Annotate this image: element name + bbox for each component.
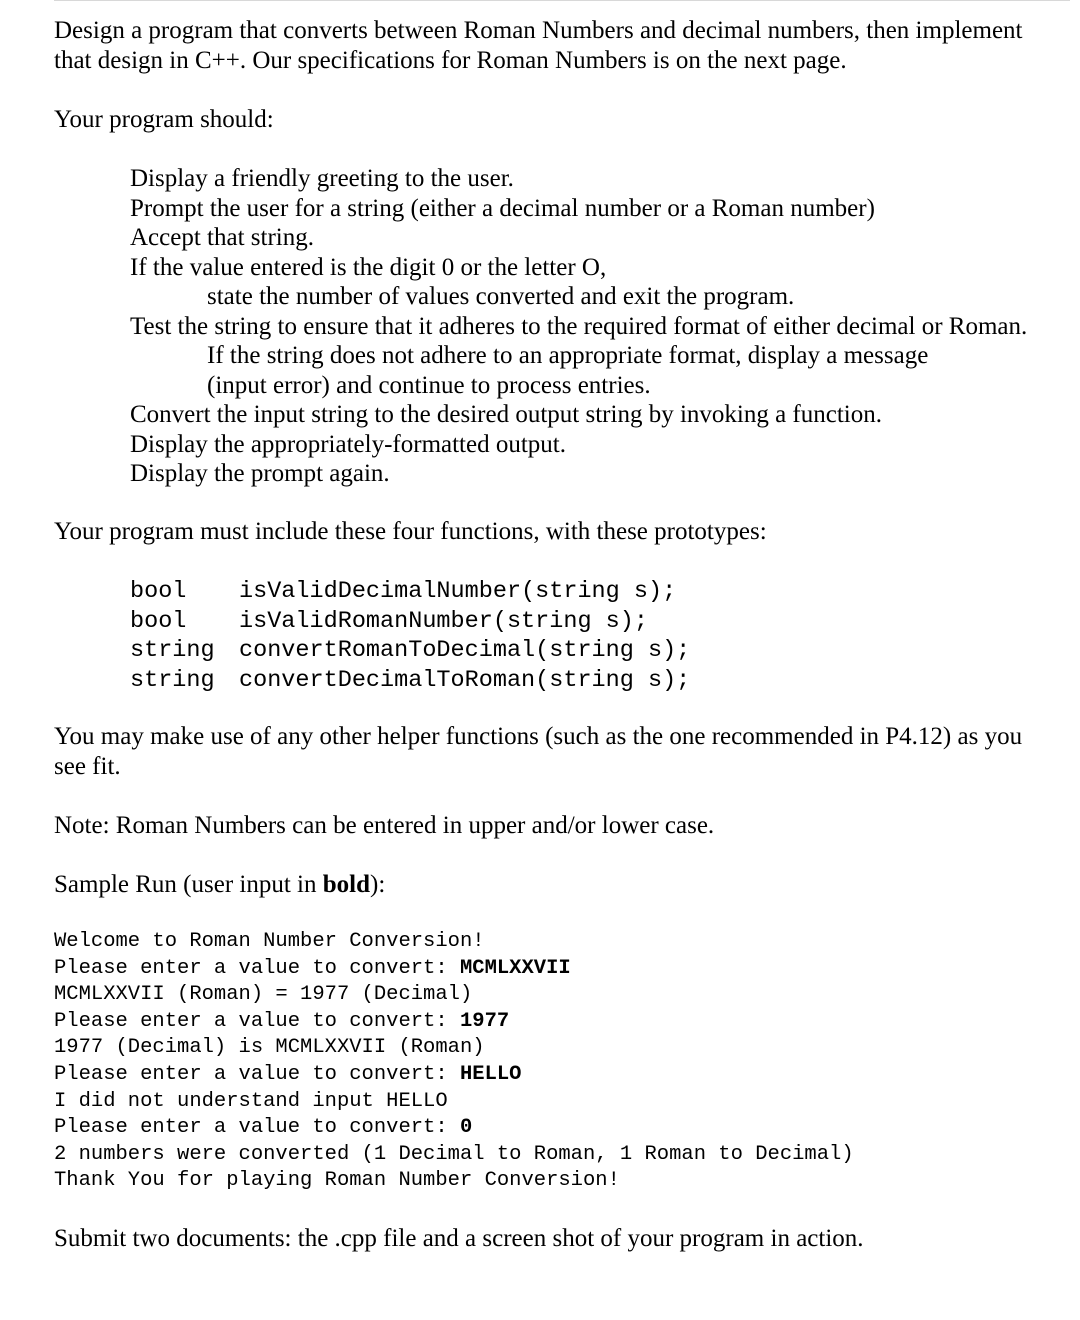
user-input: HELLO [459,1062,522,1086]
return-type: string [130,666,215,694]
step-item: Convert the input string to the desired output string by invoking a function. [130,401,882,428]
step-subitem: (input error) and continue to process entries. [207,371,651,399]
step-subitem: If the string does not adhere to an appropriate format, display a message [207,342,929,369]
console-line [54,1009,854,1036]
console-line: 1977 (Decimal) is MCMLXXVII (Roman) [54,1036,485,1060]
console-prompt: Please enter a value to convert: [54,1009,460,1033]
sample-heading [54,870,385,900]
user-input: MCMLXXVII [459,956,571,980]
prototype-line [130,577,690,607]
should-heading: Your program should: [54,106,274,133]
prototype-line [130,607,690,637]
user-input: 0 [459,1116,473,1140]
sample-heading-text: Sample Run (user input in [54,871,323,898]
helper-note [54,722,1022,781]
console-prompt: Please enter a value to convert: [54,1116,460,1140]
step-item: Display a friendly greeting to the user. [130,165,514,192]
functions-heading: Your program must include these four functions, with these prototypes: [54,518,767,545]
prototype-list [130,577,690,695]
submit-note: Submit two documents: the .cpp file and a screen shot of your program in action. [54,1225,864,1252]
signature: convertRomanToDecimal(string s); [239,637,691,664]
console-prompt: Please enter a value to convert: [54,956,460,980]
steps-list [54,164,1027,489]
step-subitem: state the number of values converted and exit the program. [207,283,795,310]
step-item: Display the prompt again. [130,460,390,487]
console-line: Welcome to Roman Number Conversion! [54,930,485,953]
user-input: 1977 [459,1009,510,1033]
return-type: string [130,637,215,664]
console-line [54,1115,854,1142]
signature: convertDecimalToRoman(string s); [239,666,691,694]
intro-paragraph [54,16,1022,75]
signature: isValidDecimalNumber(string s); [239,578,677,605]
console-line: 2 numbers were converted (1 Decimal to Roman, 1 Roman to Decimal) [54,1142,854,1166]
intro-line: that design in C++. Our specifications for Roman Numbers is on the next page. [54,46,847,74]
return-type: bool [130,578,187,605]
case-note: Note: Roman Numbers can be entered in upper and/or lower case. [54,812,715,839]
console-line [54,956,854,983]
helper-line: see fit. [54,752,121,780]
step-item: If the value entered is the digit 0 or the letter O, [130,253,607,281]
signature: isValidRomanNumber(string s); [239,607,648,635]
prototype-line [130,666,690,696]
sample-heading-text: ): [370,871,386,898]
prototype-line [130,636,690,666]
console-line [54,1062,854,1089]
step-item: Accept that string. [130,224,314,251]
console-line: I did not understand input HELLO [54,1089,448,1113]
step-item: Test the string to ensure that it adheres to the required format of either decimal or Roman. [130,312,1028,340]
step-item: Prompt the user for a string (either a decimal number or a Roman number) [130,194,875,222]
helper-line: You may make use of any other helper functions (such as the one recommended in P4.12) as you [54,723,1023,750]
step-item: Display the appropriately-formatted output. [130,430,566,458]
sample-run-console [54,929,854,1195]
console-line: Thank You for playing Roman Number Conversion! [54,1169,620,1193]
intro-line: Design a program that converts between Roman Numbers and decimal numbers, then implement [54,17,1023,44]
sample-heading-bold: bold [322,871,370,898]
console-prompt: Please enter a value to convert: [54,1062,460,1086]
top-rule [54,0,1070,1]
return-type: bool [130,607,187,635]
console-line: MCMLXXVII (Roman) = 1977 (Decimal) [54,983,473,1007]
